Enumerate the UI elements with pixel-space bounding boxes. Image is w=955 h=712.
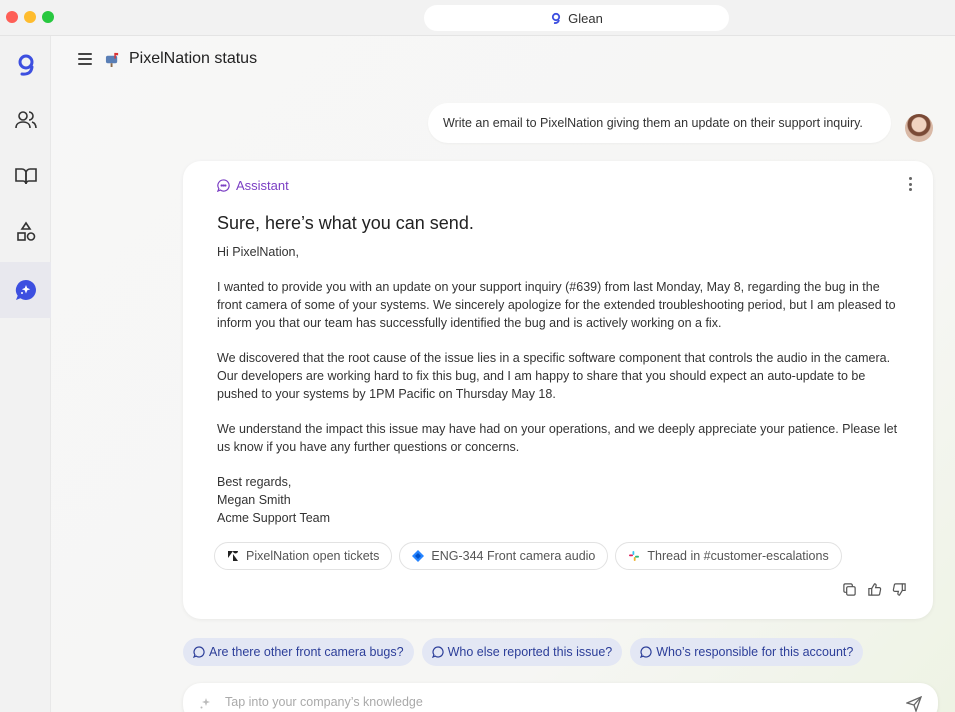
source-chips — [214, 542, 842, 570]
send-icon[interactable] — [906, 696, 922, 712]
email-paragraph: I wanted to provide you with an update on your support inquiry (#639) from last Monday, May 8, regarding the bug in the front camera of some of your systems. We sincerely apologize for the extended troubleshooting period, but I am pleased to inform you that our team has successfully identified the bug and is actively working on a fix. — [217, 280, 896, 330]
assistant-response-card — [183, 161, 933, 619]
suggested-followups — [183, 638, 863, 666]
user-message — [428, 103, 891, 143]
sparkle-icon — [199, 696, 213, 710]
response-heading: Sure, here’s what you can send. — [217, 213, 474, 233]
book-icon — [14, 164, 38, 188]
assistant-chat-icon — [217, 179, 230, 192]
source-chip-label: ENG-344 Front camera audio — [431, 549, 596, 563]
chat-sparkle-icon — [14, 278, 38, 302]
email-paragraph: We understand the impact this issue may have had on your operations, and we deeply appreciate your patience. Please let us know if you have any further questions or concerns. — [217, 422, 898, 454]
menu-button[interactable] — [78, 53, 92, 65]
user-avatar[interactable] — [905, 114, 933, 142]
title-bar — [0, 0, 955, 36]
suggestion-chip[interactable] — [183, 638, 414, 666]
chat-bubble-icon — [640, 646, 652, 658]
source-chip-zendesk[interactable] — [214, 542, 392, 570]
response-actions — [842, 582, 907, 597]
glean-small-icon — [550, 12, 562, 24]
chat-bubble-icon — [432, 646, 444, 658]
glean-logo-icon — [14, 52, 38, 76]
window-title: Glean — [568, 10, 603, 26]
shapes-icon — [14, 220, 38, 244]
assistant-label — [217, 178, 289, 193]
sidebar-item-home[interactable] — [0, 36, 51, 92]
user-message-text: Write an email to PixelNation giving them an update on their support inquiry. — [443, 116, 863, 130]
mailbox-icon — [105, 52, 120, 67]
email-paragraph: We discovered that the root cause of the issue lies in a specific software component that controls the audio in the camera. Our developers are working hard to fix this bug, and I am happy to share that you should expect an auto-update to be pushed to your systems by 1PM Pacific on Thursday May 18. — [217, 351, 891, 401]
window-title-pill[interactable] — [424, 5, 729, 31]
suggestion-chip[interactable] — [422, 638, 623, 666]
message-composer — [183, 683, 938, 712]
jira-icon — [412, 550, 424, 562]
thumbs-up-icon[interactable] — [867, 582, 882, 597]
sidebar-item-apps[interactable] — [0, 204, 51, 260]
zoom-window-button[interactable] — [42, 11, 54, 23]
suggestion-chip[interactable] — [630, 638, 863, 666]
source-chip-slack[interactable] — [615, 542, 841, 570]
thumbs-down-icon[interactable] — [892, 582, 907, 597]
suggestion-text: Who else reported this issue? — [447, 645, 613, 659]
people-icon — [14, 108, 38, 132]
source-chip-jira[interactable] — [399, 542, 608, 570]
email-sender-team: Acme Support Team — [217, 511, 331, 525]
assistant-label-text: Assistant — [236, 178, 289, 193]
sidebar — [0, 36, 51, 712]
email-draft — [217, 243, 907, 527]
more-options-icon[interactable] — [909, 177, 913, 191]
close-window-button[interactable] — [6, 11, 18, 23]
email-greeting: Hi PixelNation, — [217, 245, 299, 259]
sidebar-item-people[interactable] — [0, 92, 51, 148]
minimize-window-button[interactable] — [24, 11, 36, 23]
page-header — [105, 50, 257, 68]
main-panel — [51, 36, 955, 712]
copy-icon[interactable] — [842, 582, 857, 597]
email-sender-name: Megan Smith — [217, 493, 291, 507]
message-input[interactable] — [225, 695, 845, 709]
suggestion-text: Who’s responsible for this account? — [656, 645, 854, 659]
email-signoff: Best regards, — [217, 475, 292, 489]
chat-bubble-icon — [193, 646, 205, 658]
sidebar-item-assistant[interactable] — [0, 262, 51, 318]
source-chip-label: PixelNation open tickets — [246, 549, 380, 563]
sidebar-item-library[interactable] — [0, 148, 51, 204]
zendesk-icon — [227, 550, 239, 562]
suggestion-text: Are there other front camera bugs? — [209, 645, 404, 659]
source-chip-label: Thread in #customer-escalations — [647, 549, 829, 563]
slack-icon — [628, 550, 640, 562]
page-title: PixelNation status — [129, 50, 258, 67]
